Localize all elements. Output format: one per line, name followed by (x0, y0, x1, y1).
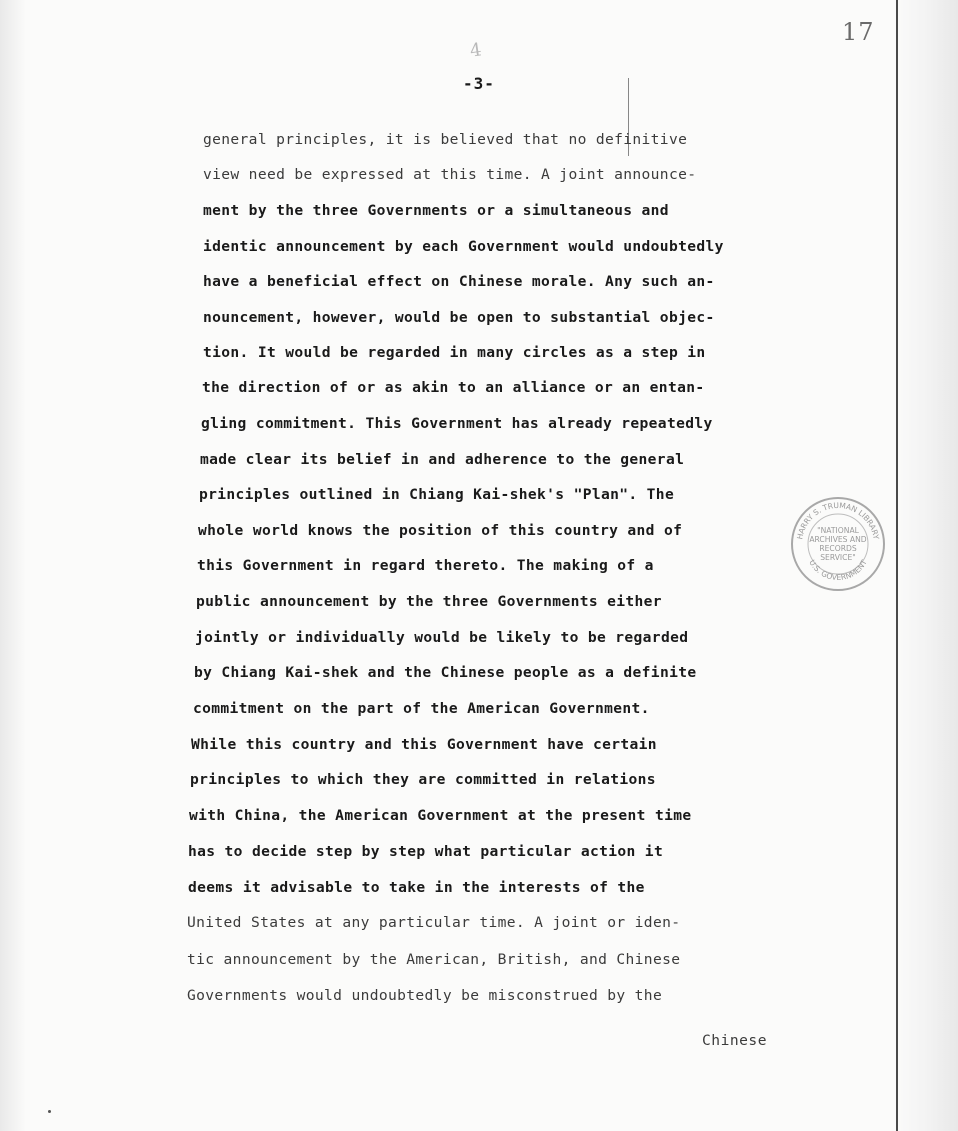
text-line: identic announcement by each Government would undoubtedly (203, 238, 724, 255)
archive-stamp (790, 496, 886, 592)
text-line: While this country and this Government have certain (191, 736, 657, 753)
text-line: this Government in regard thereto. The making of a (197, 557, 654, 574)
pencil-mark: 4 (468, 39, 483, 62)
text-line: has to decide step by step what particular action it (188, 843, 664, 860)
stamp-bottom-text: U.S. GOVERNMENT (807, 558, 869, 583)
text-line: nouncement, however, would be open to substantial objec- (203, 309, 715, 326)
text-line: made clear its belief in and adherence to the general (200, 451, 685, 468)
stamp-center-line: ARCHIVES AND (809, 535, 867, 544)
text-line: have a beneficial effect on Chinese morale. Any such an- (203, 273, 715, 290)
text-line: whole world knows the position of this country and of (198, 522, 683, 539)
binding-line (896, 0, 898, 1131)
text-line: Governments would undoubtedly be misconstrued by the (187, 987, 663, 1004)
catchword: Chinese (702, 1032, 768, 1049)
text-line: gling commitment. This Government has already repeatedly (201, 415, 713, 432)
text-line: deems it advisable to take in the interests of the (188, 879, 645, 896)
text-line: view need be expressed at this time. A joint announce- (203, 166, 697, 183)
archive-stamp-seal (790, 496, 886, 592)
stamp-center-line: SERVICE" (820, 553, 856, 562)
text-line: principles outlined in Chiang Kai-shek's "Plan". The (199, 486, 675, 503)
text-line: United States at any particular time. A joint or iden- (187, 914, 681, 931)
text-line: public announcement by the three Governments either (196, 593, 662, 610)
text-line: jointly or individually would be likely to be regarded (195, 629, 689, 646)
paper-speck (48, 1110, 51, 1113)
text-line: the direction of or as akin to an alliance or an entan- (202, 379, 705, 396)
stamp-center-line: "NATIONAL (817, 526, 859, 535)
text-line: with China, the American Government at the present time (189, 807, 692, 824)
right-page-edge (894, 0, 958, 1131)
folio-number: 17 (842, 18, 875, 46)
text-line: principles to which they are committed in relations (190, 771, 656, 788)
text-line: general principles, it is believed that no definitive (203, 131, 688, 148)
page-number: -3- (463, 74, 495, 93)
text-line: tic announcement by the American, British, and Chinese (187, 951, 681, 968)
stamp-center-line: RECORDS (819, 544, 857, 553)
text-line: by Chiang Kai-shek and the Chinese people as a definite (194, 664, 697, 681)
left-page-shadow (0, 0, 26, 1131)
stamp-ring-text: HARRY S. TRUMAN LIBRARY (795, 500, 881, 541)
text-line: ment by the three Governments or a simultaneous and (203, 202, 669, 219)
text-line: commitment on the part of the American Government. (193, 700, 650, 717)
text-line: tion. It would be regarded in many circles as a step in (203, 344, 706, 361)
